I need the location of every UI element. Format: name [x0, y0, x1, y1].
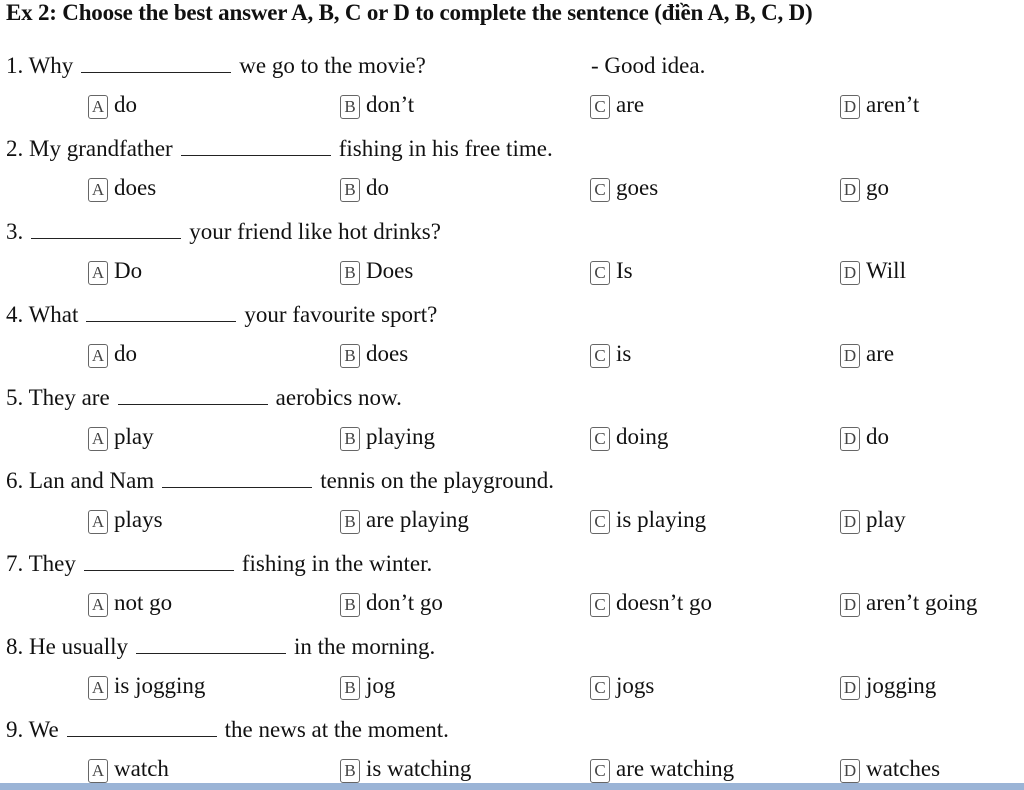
question-6: [6, 466, 554, 496]
option-text: Will: [866, 258, 906, 283]
option-c[interactable]: [590, 422, 668, 452]
option-letter-box: A: [88, 510, 108, 534]
option-c[interactable]: [590, 90, 644, 120]
option-letter-box: B: [340, 95, 360, 119]
option-letter-box: B: [340, 427, 360, 451]
option-c[interactable]: [590, 754, 734, 784]
option-letter-box: A: [88, 427, 108, 451]
option-letter-box: C: [590, 261, 610, 285]
question-text-after: we go to the movie?: [239, 53, 426, 78]
option-text: do: [866, 424, 889, 449]
question-text-after: the news at the moment.: [224, 717, 449, 742]
answer-blank: [31, 218, 181, 239]
option-letter-box: C: [590, 759, 610, 783]
option-b[interactable]: [340, 588, 443, 618]
option-d[interactable]: [840, 588, 977, 618]
option-letter-box: B: [340, 676, 360, 700]
option-c[interactable]: [590, 173, 658, 203]
option-text: is watching: [366, 756, 472, 781]
option-letter-box: A: [88, 178, 108, 202]
question-text-before: 3.: [6, 219, 24, 244]
option-text: jogging: [866, 673, 937, 698]
question-5: [6, 383, 402, 413]
answer-blank: [84, 550, 234, 571]
option-b[interactable]: [340, 671, 395, 701]
option-letter-box: A: [88, 593, 108, 617]
option-text: is jogging: [114, 673, 206, 698]
question-text-after: your friend like hot drinks?: [189, 219, 441, 244]
option-letter-box: C: [590, 593, 610, 617]
option-a[interactable]: [88, 505, 163, 535]
option-letter-box: D: [840, 427, 860, 451]
option-a[interactable]: [88, 754, 169, 784]
question-text-before: 8. He usually: [6, 634, 129, 659]
option-b[interactable]: [340, 422, 435, 452]
option-letter-box: C: [590, 178, 610, 202]
option-d[interactable]: [840, 339, 894, 369]
exercise-title: Ex 2: Choose the best answer A, B, C or D to complete the sentence (điền A, B, C, D): [6, 0, 813, 25]
option-b[interactable]: [340, 339, 408, 369]
option-letter-box: C: [590, 427, 610, 451]
question-9: [6, 715, 449, 745]
option-d[interactable]: [840, 173, 889, 203]
question-text-after: fishing in his free time.: [338, 136, 553, 161]
option-text: do: [366, 175, 389, 200]
option-text: play: [114, 424, 154, 449]
option-text: don’t go: [366, 590, 443, 615]
option-a[interactable]: [88, 671, 205, 701]
option-a[interactable]: [88, 173, 156, 203]
option-letter-box: A: [88, 676, 108, 700]
question-text-before: 5. They are: [6, 385, 110, 410]
question-response: - Good idea.: [591, 53, 706, 78]
question-7: [6, 549, 432, 579]
option-letter-box: C: [590, 344, 610, 368]
option-d[interactable]: [840, 422, 889, 452]
question-text-after: aerobics now.: [275, 385, 402, 410]
option-text: does: [366, 341, 409, 366]
option-letter-box: A: [88, 759, 108, 783]
option-d[interactable]: [840, 256, 906, 286]
option-letter-box: C: [590, 676, 610, 700]
answer-blank: [67, 716, 217, 737]
option-a[interactable]: [88, 588, 172, 618]
option-text: is: [616, 341, 632, 366]
option-text: Does: [366, 258, 414, 283]
option-text: watch: [114, 756, 169, 781]
option-text: are watching: [616, 756, 735, 781]
option-a[interactable]: [88, 422, 154, 452]
option-text: does: [114, 175, 157, 200]
bottom-border: [0, 783, 1024, 790]
option-b[interactable]: [340, 505, 469, 535]
question-4: [6, 300, 437, 330]
answer-blank: [181, 135, 331, 156]
option-d[interactable]: [840, 90, 919, 120]
option-b[interactable]: [340, 256, 413, 286]
option-text: plays: [114, 507, 163, 532]
option-a[interactable]: [88, 256, 142, 286]
option-text: goes: [616, 175, 659, 200]
option-d[interactable]: [840, 671, 936, 701]
option-text: aren’t: [866, 92, 920, 117]
question-3: [6, 217, 441, 247]
answer-blank: [162, 467, 312, 488]
option-letter-box: C: [590, 95, 610, 119]
answer-blank: [118, 384, 268, 405]
option-letter-box: D: [840, 178, 860, 202]
option-text: do: [114, 92, 137, 117]
option-letter-box: D: [840, 759, 860, 783]
option-letter-box: D: [840, 676, 860, 700]
question-1: [6, 51, 706, 81]
option-letter-box: D: [840, 593, 860, 617]
question-2: [6, 134, 553, 164]
question-text-after: your favourite sport?: [244, 302, 438, 327]
answer-blank: [136, 633, 286, 654]
option-letter-box: D: [840, 510, 860, 534]
question-text-before: 6. Lan and Nam: [6, 468, 155, 493]
option-text: watches: [866, 756, 941, 781]
option-text: play: [866, 507, 906, 532]
option-text: doesn’t go: [616, 590, 713, 615]
option-text: doing: [616, 424, 669, 449]
option-d[interactable]: [840, 505, 906, 535]
option-c[interactable]: [590, 256, 633, 286]
question-text-before: 1. Why: [6, 53, 74, 78]
option-text: aren’t going: [866, 590, 978, 615]
option-letter-box: B: [340, 261, 360, 285]
answer-blank: [81, 52, 231, 73]
option-b[interactable]: [340, 754, 471, 784]
question-text-before: 9. We: [6, 717, 59, 742]
question-text-before: 4. What: [6, 302, 79, 327]
option-c[interactable]: [590, 671, 654, 701]
option-text: jogs: [616, 673, 655, 698]
option-a[interactable]: [88, 90, 137, 120]
question-text-after: fishing in the winter.: [241, 551, 433, 576]
option-text: go: [866, 175, 889, 200]
option-text: Is: [616, 258, 633, 283]
option-d[interactable]: [840, 754, 940, 784]
option-text: jog: [366, 673, 396, 698]
question-text-before: 7. They: [6, 551, 76, 576]
option-c[interactable]: [590, 339, 631, 369]
option-c[interactable]: [590, 505, 706, 535]
option-letter-box: A: [88, 344, 108, 368]
option-letter-box: B: [340, 510, 360, 534]
option-letter-box: C: [590, 510, 610, 534]
option-letter-box: A: [88, 261, 108, 285]
option-text: is playing: [616, 507, 707, 532]
option-letter-box: B: [340, 759, 360, 783]
question-text-before: 2. My grandfather: [6, 136, 173, 161]
option-text: are: [866, 341, 895, 366]
question-8: [6, 632, 435, 662]
option-letter-box: D: [840, 95, 860, 119]
option-text: are playing: [366, 507, 469, 532]
option-letter-box: B: [340, 344, 360, 368]
option-text: not go: [114, 590, 173, 615]
option-a[interactable]: [88, 339, 137, 369]
option-letter-box: D: [840, 344, 860, 368]
option-letter-box: B: [340, 178, 360, 202]
option-b[interactable]: [340, 90, 414, 120]
option-text: playing: [366, 424, 435, 449]
option-letter-box: D: [840, 261, 860, 285]
question-text-after: in the morning.: [294, 634, 436, 659]
question-text-after: tennis on the playground.: [320, 468, 554, 493]
option-letter-box: B: [340, 593, 360, 617]
option-text: don’t: [366, 92, 415, 117]
option-text: do: [114, 341, 137, 366]
option-b[interactable]: [340, 173, 389, 203]
option-letter-box: A: [88, 95, 108, 119]
option-text: Do: [114, 258, 143, 283]
answer-blank: [86, 301, 236, 322]
option-text: are: [616, 92, 645, 117]
option-c[interactable]: [590, 588, 712, 618]
